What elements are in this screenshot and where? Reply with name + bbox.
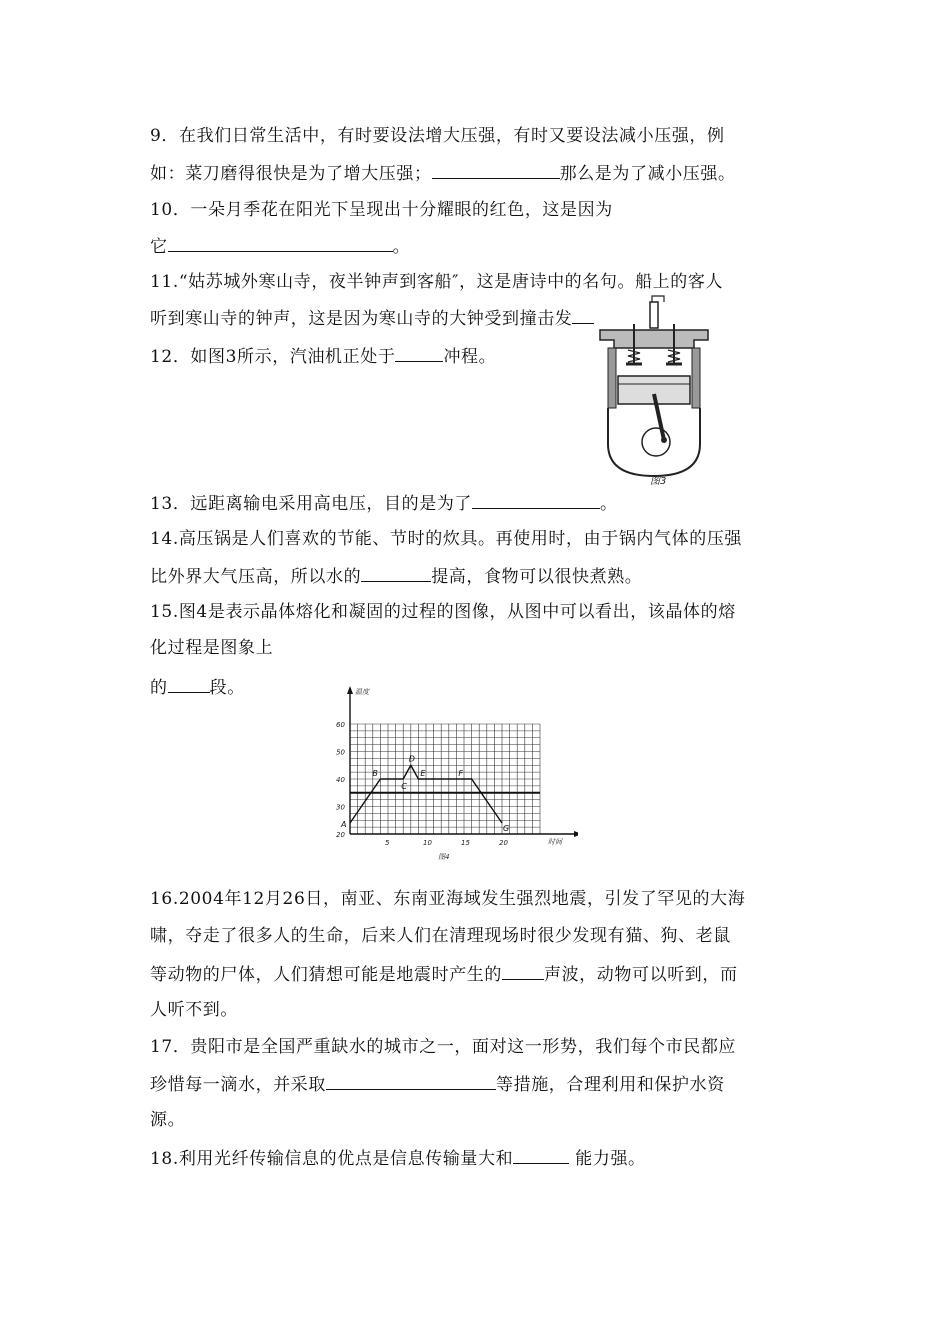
q17-line2 bbox=[150, 1071, 725, 1097]
q16-text-b: 声波，动物可以听到，而 bbox=[544, 965, 738, 985]
point-label-F: F bbox=[458, 769, 464, 778]
q16-line4: 人听不到。 bbox=[150, 1000, 238, 1020]
q12-text-a: 12．如图3所示，汽油机正处于 bbox=[150, 347, 396, 367]
x-axis-label: 时间 bbox=[548, 838, 562, 846]
y-tick-label: 20 bbox=[336, 831, 345, 839]
point-label-E: E bbox=[420, 769, 426, 778]
q14-line1: 14.高压锅是人们喜欢的节能、节时的炊具。再使用时，由于锅内气体的压强 bbox=[150, 529, 743, 549]
q15-answer-blank[interactable] bbox=[168, 674, 210, 693]
fig4-caption: 图4 bbox=[438, 853, 450, 861]
q12-answer-blank[interactable] bbox=[395, 343, 443, 362]
x-tick-label: 20 bbox=[499, 839, 508, 847]
q12-line bbox=[150, 343, 496, 369]
q11-line1: 11.“姑苏城外寒山寺，夜半钟声到客船″，这是唐诗中的名句。船上的客人 bbox=[150, 272, 724, 292]
q14-text-b: 提高，食物可以很快煮熟。 bbox=[431, 567, 643, 587]
q17-text-b: 等措施，合理利用和保护水资 bbox=[496, 1075, 725, 1095]
q13-line bbox=[150, 490, 618, 516]
q18-text-a: 18.利用光纤传输信息的优点是信息传输量大和 bbox=[150, 1149, 514, 1169]
q16-answer-blank[interactable] bbox=[502, 961, 544, 980]
q16-line1: 16.2004年12月26日，南亚、东南亚海域发生强烈地震，引发了罕见的大海 bbox=[150, 889, 746, 909]
q10-line1: 10．一朵月季花在阳光下呈现出十分耀眼的红色，这是因为 bbox=[150, 200, 613, 220]
q15-line1: 15.图4是表示晶体熔化和凝固的过程的图像，从图中可以看出，该晶体的熔 bbox=[150, 602, 736, 622]
q13-text-b: 。 bbox=[600, 494, 618, 514]
q15-text-a: 的 bbox=[150, 678, 168, 698]
x-tick-label: 5 bbox=[385, 839, 390, 847]
q9-text-b: 那么是为了减小压强。 bbox=[559, 164, 736, 184]
q14-text-a: 比外界大气压高，所以水的 bbox=[150, 567, 362, 587]
q11-text-a: 听到寒山寺的钟声，这是因为寒山寺的大钟受到撞击发 bbox=[150, 309, 573, 329]
q16-text-a: 等动物的尸体，人们猜想可能是地震时产生的 bbox=[150, 965, 502, 985]
q17-answer-blank[interactable] bbox=[326, 1071, 496, 1090]
q14-line2 bbox=[150, 563, 642, 589]
cylinder-head bbox=[600, 330, 708, 348]
q13-answer-blank[interactable] bbox=[472, 490, 600, 509]
y-tick-label: 30 bbox=[336, 803, 345, 812]
q13-text-a: 13．远距离输电采用高电压，目的是为了 bbox=[150, 494, 473, 514]
engine-diagram-figure bbox=[594, 294, 714, 490]
point-label-A: A bbox=[341, 820, 347, 829]
y-axis-label: 温度 bbox=[355, 688, 369, 696]
q10-text-a: 它 bbox=[150, 237, 168, 257]
q15-text-b: 段。 bbox=[209, 678, 245, 698]
fig3-caption: 图3 bbox=[650, 476, 667, 487]
q16-line3 bbox=[150, 961, 738, 987]
q9-line1: 9．在我们日常生活中，有时要设法增大压强，有时又要设法减小压强，例 bbox=[150, 126, 725, 146]
q17-line3: 源。 bbox=[150, 1110, 186, 1130]
x-tick-label: 10 bbox=[423, 839, 432, 847]
crank-pin bbox=[661, 437, 667, 443]
q12-text-b: 冲程。 bbox=[443, 347, 497, 367]
point-label-C: C bbox=[401, 782, 407, 791]
point-label-G: G bbox=[503, 824, 510, 833]
y-axis-arrow bbox=[347, 686, 353, 694]
q10-text-b: 。 bbox=[392, 237, 411, 257]
x-tick-label: 15 bbox=[461, 839, 470, 847]
q17-text-a: 珍惜每一滴水，并采取 bbox=[150, 1075, 326, 1095]
q16-line2: 啸，夺走了很多人的生命，后来人们在清理现场时很少发现有猫、狗、老鼠 bbox=[150, 926, 731, 946]
point-label-D: D bbox=[408, 754, 415, 764]
y-tick-label: 50 bbox=[336, 748, 345, 757]
q15-line2: 化过程是图象上 bbox=[150, 638, 274, 658]
q14-answer-blank[interactable] bbox=[361, 563, 431, 582]
y-tick-label: 60 bbox=[336, 721, 345, 729]
q9-text-a: 如：菜刀磨得很快是为了增大压强； bbox=[150, 164, 432, 184]
cylinder-wall-left bbox=[608, 348, 616, 408]
x-axis-arrow bbox=[574, 831, 578, 837]
q18-text-b: 能力强。 bbox=[569, 1149, 646, 1169]
q18-line bbox=[150, 1145, 646, 1171]
q10-answer-blank[interactable] bbox=[168, 233, 393, 252]
q9-answer-blank[interactable] bbox=[432, 160, 560, 179]
cylinder-wall-right bbox=[692, 348, 700, 408]
q9-line2 bbox=[150, 160, 736, 186]
q18-answer-blank[interactable] bbox=[513, 1145, 569, 1164]
point-label-B: B bbox=[372, 769, 378, 778]
melting-chart-figure bbox=[328, 684, 578, 864]
q17-line1: 17．贵阳市是全国严重缺水的城市之一，面对这一形势，我们每个市民都应 bbox=[150, 1037, 737, 1057]
q15-line3 bbox=[150, 674, 245, 700]
q10-line2 bbox=[150, 233, 410, 259]
y-tick-label: 40 bbox=[336, 776, 345, 784]
